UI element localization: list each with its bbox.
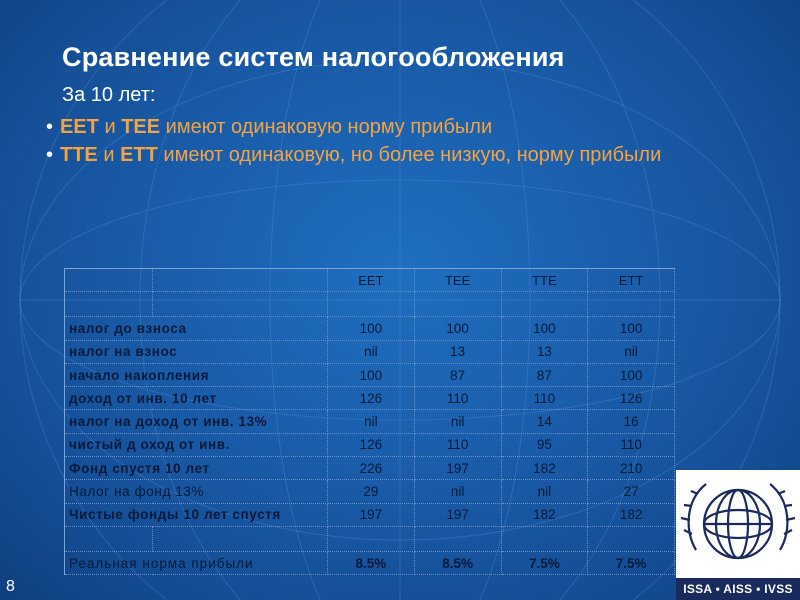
value-cell: 110 <box>588 433 675 456</box>
bullet-term: TTE <box>60 144 98 166</box>
table-spacer-row <box>65 292 675 317</box>
value-cell: 14 <box>501 410 588 433</box>
value-cell: 13 <box>501 340 588 363</box>
value-cell: 197 <box>328 503 415 526</box>
bullet-marker: • <box>46 116 54 138</box>
value-cell: 182 <box>501 503 588 526</box>
empty-cell <box>501 292 588 317</box>
empty-cell <box>414 526 501 551</box>
value-cell: 110 <box>501 387 588 410</box>
value-cell: 110 <box>414 433 501 456</box>
row-label: Чистые фонды 10 лет спустя <box>65 503 328 526</box>
value-cell: 126 <box>328 433 415 456</box>
column-header: TEE <box>414 269 501 292</box>
bullet-term: ETT <box>120 144 158 166</box>
value-cell: 29 <box>328 480 415 503</box>
row-label: Фонд спустя 10 лет <box>65 457 328 480</box>
value-cell: 100 <box>414 317 501 340</box>
empty-cell <box>588 526 675 551</box>
value-cell: 95 <box>501 433 588 456</box>
table-row <box>65 317 675 340</box>
issa-logo <box>676 470 800 600</box>
bullet-rest: имеют одинаковую норму прибыли <box>160 116 493 138</box>
bullet-item <box>60 142 700 169</box>
table-row <box>65 433 675 456</box>
un-emblem-icon <box>676 470 800 578</box>
row-label: чистый д оход от инв. <box>65 433 328 456</box>
bullet-item <box>60 114 700 141</box>
empty-cell <box>328 526 415 551</box>
row-label: доход от инв. 10 лет <box>65 387 328 410</box>
value-cell: 100 <box>328 363 415 386</box>
empty-cell <box>65 292 153 317</box>
table-row <box>65 340 675 363</box>
bullet-term: EET <box>60 116 99 138</box>
value-cell: 8.5% <box>328 551 415 574</box>
value-cell: 7.5% <box>588 551 675 574</box>
value-cell: 13 <box>414 340 501 363</box>
logo-caption: ISSA • AISS • IVSS <box>676 578 800 600</box>
table-row <box>65 387 675 410</box>
slide-subtitle: За 10 лет: <box>62 84 156 106</box>
value-cell: 197 <box>414 503 501 526</box>
empty-cell <box>414 292 501 317</box>
value-cell: 126 <box>328 387 415 410</box>
value-cell: 197 <box>414 457 501 480</box>
column-header: EET <box>328 269 415 292</box>
value-cell: 100 <box>328 317 415 340</box>
bullet-conj: и <box>97 144 121 166</box>
empty-cell <box>501 526 588 551</box>
row-label: начало накопления <box>65 363 328 386</box>
table-spacer-row <box>65 526 675 551</box>
value-cell: 100 <box>588 363 675 386</box>
column-header <box>153 269 328 292</box>
table-row <box>65 503 675 526</box>
column-header: ETT <box>588 269 675 292</box>
table-row <box>65 457 675 480</box>
value-cell: 7.5% <box>501 551 588 574</box>
value-cell: 87 <box>414 363 501 386</box>
bullet-marker: • <box>46 144 54 166</box>
slide-title: Сравнение систем налогообложения <box>62 42 565 72</box>
value-cell: 210 <box>588 457 675 480</box>
table-row <box>65 410 675 433</box>
page-number: 8 <box>6 578 15 595</box>
value-cell: 87 <box>501 363 588 386</box>
empty-cell <box>153 292 328 317</box>
row-label: налог на взнос <box>65 340 328 363</box>
bullet-conj: и <box>98 116 122 138</box>
column-header: TTE <box>501 269 588 292</box>
row-label: Реальная норма прибыли <box>65 551 328 574</box>
row-label: Налог на фонд 13% <box>65 480 328 503</box>
bullet-term: TEE <box>121 116 161 138</box>
empty-cell <box>153 526 328 551</box>
value-cell: nil <box>328 340 415 363</box>
row-label: налог на доход от инв. 13% <box>65 410 328 433</box>
value-cell: nil <box>501 480 588 503</box>
table-total-row <box>65 551 675 574</box>
row-label: налог до взноса <box>65 317 328 340</box>
value-cell: 182 <box>501 457 588 480</box>
table-header-row <box>65 269 675 292</box>
value-cell: 182 <box>588 503 675 526</box>
empty-cell <box>65 526 153 551</box>
value-cell: 100 <box>501 317 588 340</box>
empty-cell <box>588 292 675 317</box>
table-row <box>65 480 675 503</box>
value-cell: nil <box>414 480 501 503</box>
empty-cell <box>328 292 415 317</box>
table-row <box>65 363 675 386</box>
value-cell: nil <box>414 410 501 433</box>
value-cell: 27 <box>588 480 675 503</box>
value-cell: 226 <box>328 457 415 480</box>
column-header <box>65 269 153 292</box>
value-cell: nil <box>588 340 675 363</box>
bullet-rest: имеют одинаковую, но более низкую, норму прибыли <box>157 144 662 166</box>
value-cell: 126 <box>588 387 675 410</box>
comparison-table <box>64 268 675 575</box>
value-cell: 8.5% <box>414 551 501 574</box>
value-cell: 110 <box>414 387 501 410</box>
value-cell: nil <box>328 410 415 433</box>
value-cell: 16 <box>588 410 675 433</box>
value-cell: 100 <box>588 317 675 340</box>
